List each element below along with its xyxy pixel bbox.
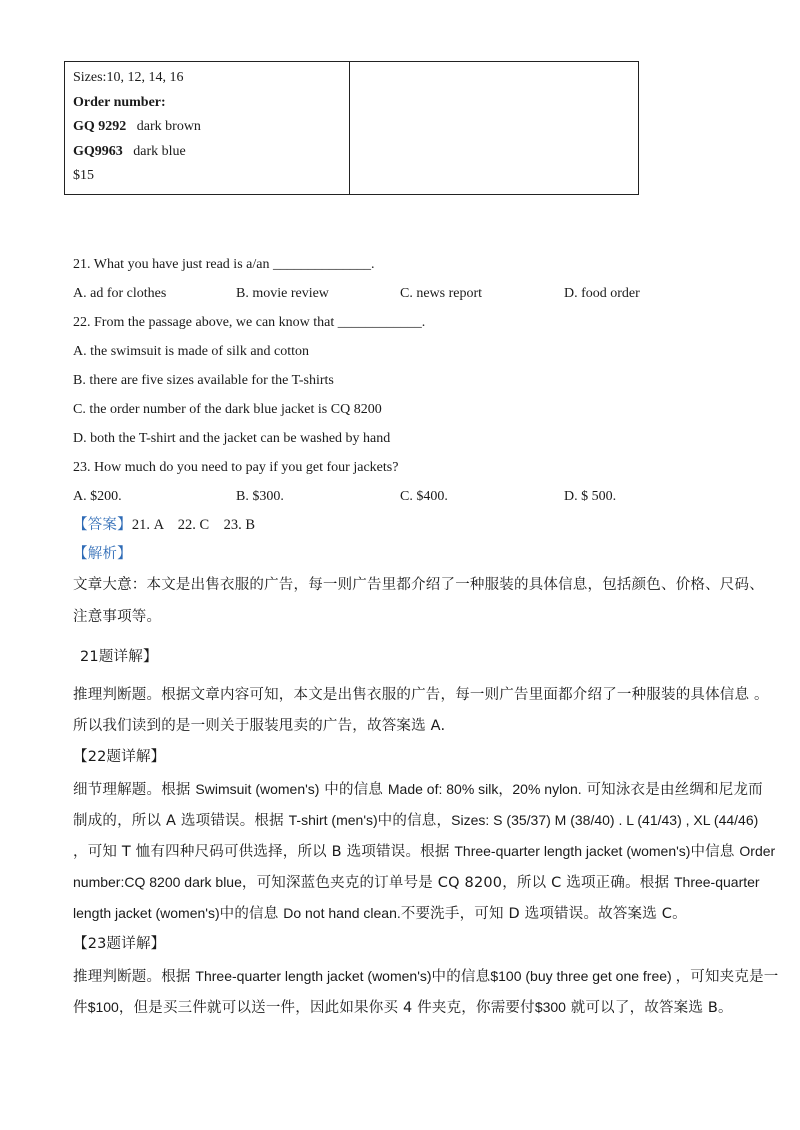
- p23-line-1: 推理判断题。根据 Three-quarter length jacket (women's)中的信息$100 (buy three get one free) ，可知夹克是一: [73, 968, 779, 985]
- product-info-table: [64, 61, 639, 195]
- p22-line-3: ，可知 T 恤有四种尺码可供选择，所以 B 选项错误。根据 Three-quarter length jacket (women's)中信息 Order: [73, 843, 776, 860]
- order-color-2: dark blue: [133, 143, 186, 159]
- order-code-2: GQ9963: [73, 143, 123, 159]
- order-number-label: Order number:: [73, 94, 166, 110]
- q22-option-a: A. the swimsuit is made of silk and cotton: [73, 344, 310, 359]
- answer-text: 21. A 22. C 23. B: [131, 517, 256, 533]
- q21-option-d: D. food order: [564, 286, 640, 301]
- order-code-1: GQ 9292: [73, 119, 127, 134]
- p21-line-1: 推理判断题。根据文章内容可知，本文是出售衣服的广告，每一则广告里面都介绍了一种服装的具体信息 。: [73, 687, 769, 703]
- answer-line: [73, 515, 255, 535]
- q23-option-b: B. $300.: [236, 489, 284, 504]
- q21-option-a: A. ad for clothes: [73, 286, 167, 301]
- p22-line-4: number:CQ 8200 dark blue，可知深蓝色夹克的订单号是 CQ 8200，所以 C 选项正确。根据 Three-quarter: [73, 874, 760, 891]
- q21-option-b: B. movie review: [236, 286, 329, 301]
- order-color-1: dark brown: [136, 119, 201, 134]
- p22-line-1: 细节理解题。根据 Swimsuit (women's) 中的信息 Made of: 80% silk，20% nylon. 可知泳衣是由丝绸和尼龙而: [73, 781, 763, 798]
- table-cell-right: [350, 62, 639, 195]
- question-21-stem: 21. What you have just read is a/an ______________.: [73, 257, 375, 272]
- question-23-stem: 23. How much do you need to pay if you get four jackets?: [73, 460, 399, 475]
- p22-line-5: length jacket (women's)中的信息 Do not hand clean.不要洗手，可知 D 选项错误。故答案选 C。: [73, 905, 687, 922]
- answer-label: 【答案】: [73, 517, 132, 533]
- summary-line-1: 文章大意：本文是出售衣服的广告，每一则广告里都介绍了一种服装的具体信息，包括颜色、价格、尺码、: [73, 577, 764, 593]
- sizes-line: Sizes:10, 12, 14, 16: [73, 70, 184, 85]
- question-22-stem: 22. From the passage above, we can know that ____________.: [73, 315, 426, 330]
- summary-line-2: 注意事项等。: [73, 609, 162, 625]
- q23-option-d: D. $ 500.: [564, 489, 617, 504]
- heading-23: 【23题详解】: [73, 936, 166, 952]
- price-line: $15: [73, 168, 94, 183]
- analysis-label: 【解析】: [73, 546, 132, 562]
- order-line-1: [73, 115, 341, 140]
- q23-option-c: C. $400.: [400, 489, 448, 504]
- q22-option-d: D. both the T-shirt and the jacket can be washed by hand: [73, 431, 391, 446]
- table-cell-left: [65, 62, 350, 195]
- q22-option-b: B. there are five sizes available for the T-shirts: [73, 373, 334, 388]
- order-line-2: [73, 140, 341, 165]
- q22-option-c: C. the order number of the dark blue jacket is CQ 8200: [73, 402, 382, 417]
- p22-line-2: 制成的，所以 A 选项错误。根据 T-shirt (men's)中的信息，Sizes: S (35/37) M (38/40) . L (41/43) , XL (44/46): [73, 812, 759, 829]
- q21-option-c: C. news report: [400, 286, 483, 301]
- p23-line-2: 件$100，但是买三件就可以送一件，因此如果你买 4 件夹克，你需要付$300 就可以了，故答案选 B。: [73, 999, 733, 1016]
- heading-21: 21题详解】: [80, 649, 158, 665]
- heading-22: 【22题详解】: [73, 749, 166, 765]
- p21-line-2: 所以我们读到的是一则关于服装甩卖的广告，故答案选 A.: [73, 718, 446, 734]
- q23-option-a: A. $200.: [73, 489, 122, 504]
